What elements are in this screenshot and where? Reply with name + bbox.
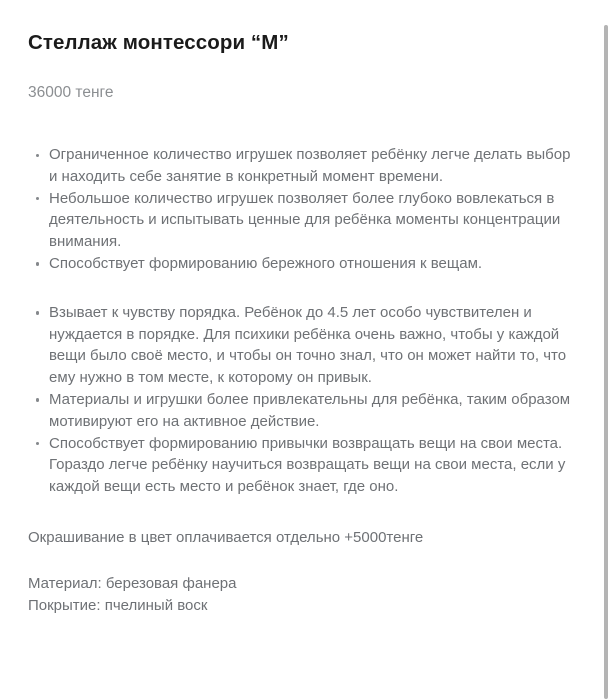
list-item: Материалы и игрушки более привлекательны для ребёнка, таким образом мотивируют его на активное действие. [28, 389, 582, 433]
product-specifications [28, 549, 582, 617]
product-price: 36000 тенге [28, 84, 114, 101]
list-item: Небольшое количество игрушек позволяет более глубоко вовлекаться в деятельность и испытывать ценные для ребёнка моменты концентрации внимания. [28, 188, 582, 253]
spec-material: Материал: березовая фанера [28, 574, 237, 592]
list-item: Взывает к чувству порядка. Ребёнок до 4.5 лет особо чувствителен и нуждается в порядке. Для психики ребёнка очень важно, чтобы у каждой вещи было своё место, и чтобы он точно знал, что он может найти то, что ему нужно в том месте, к которому он привык. [28, 302, 582, 389]
page-title: Стеллаж монтессори “М” [28, 31, 289, 54]
scrollbar-thumb[interactable] [604, 25, 608, 699]
list-item: Способствует формированию бережного отношения к вещам. [28, 253, 582, 275]
list-item: Способствует формированию привычки возвращать вещи на свои места. Гораздо легче ребёнку научиться возвращать вещи на свои места, если у каждой вещи есть место и ребёнок знает, где оно. [28, 433, 582, 498]
spec-coating: Покрытие: пчелиный воск [28, 596, 208, 614]
benefits-list-secondary [28, 302, 582, 498]
scrollbar[interactable] [600, 0, 612, 699]
paint-option-note: Окрашивание в цвет оплачивается отдельно +5000тенге [28, 528, 424, 546]
list-item: Ограниченное количество игрушек позволяет ребёнку легче делать выбор и находить себе занятие в конкретный момент времени. [28, 144, 582, 188]
benefits-list-primary [28, 144, 582, 275]
